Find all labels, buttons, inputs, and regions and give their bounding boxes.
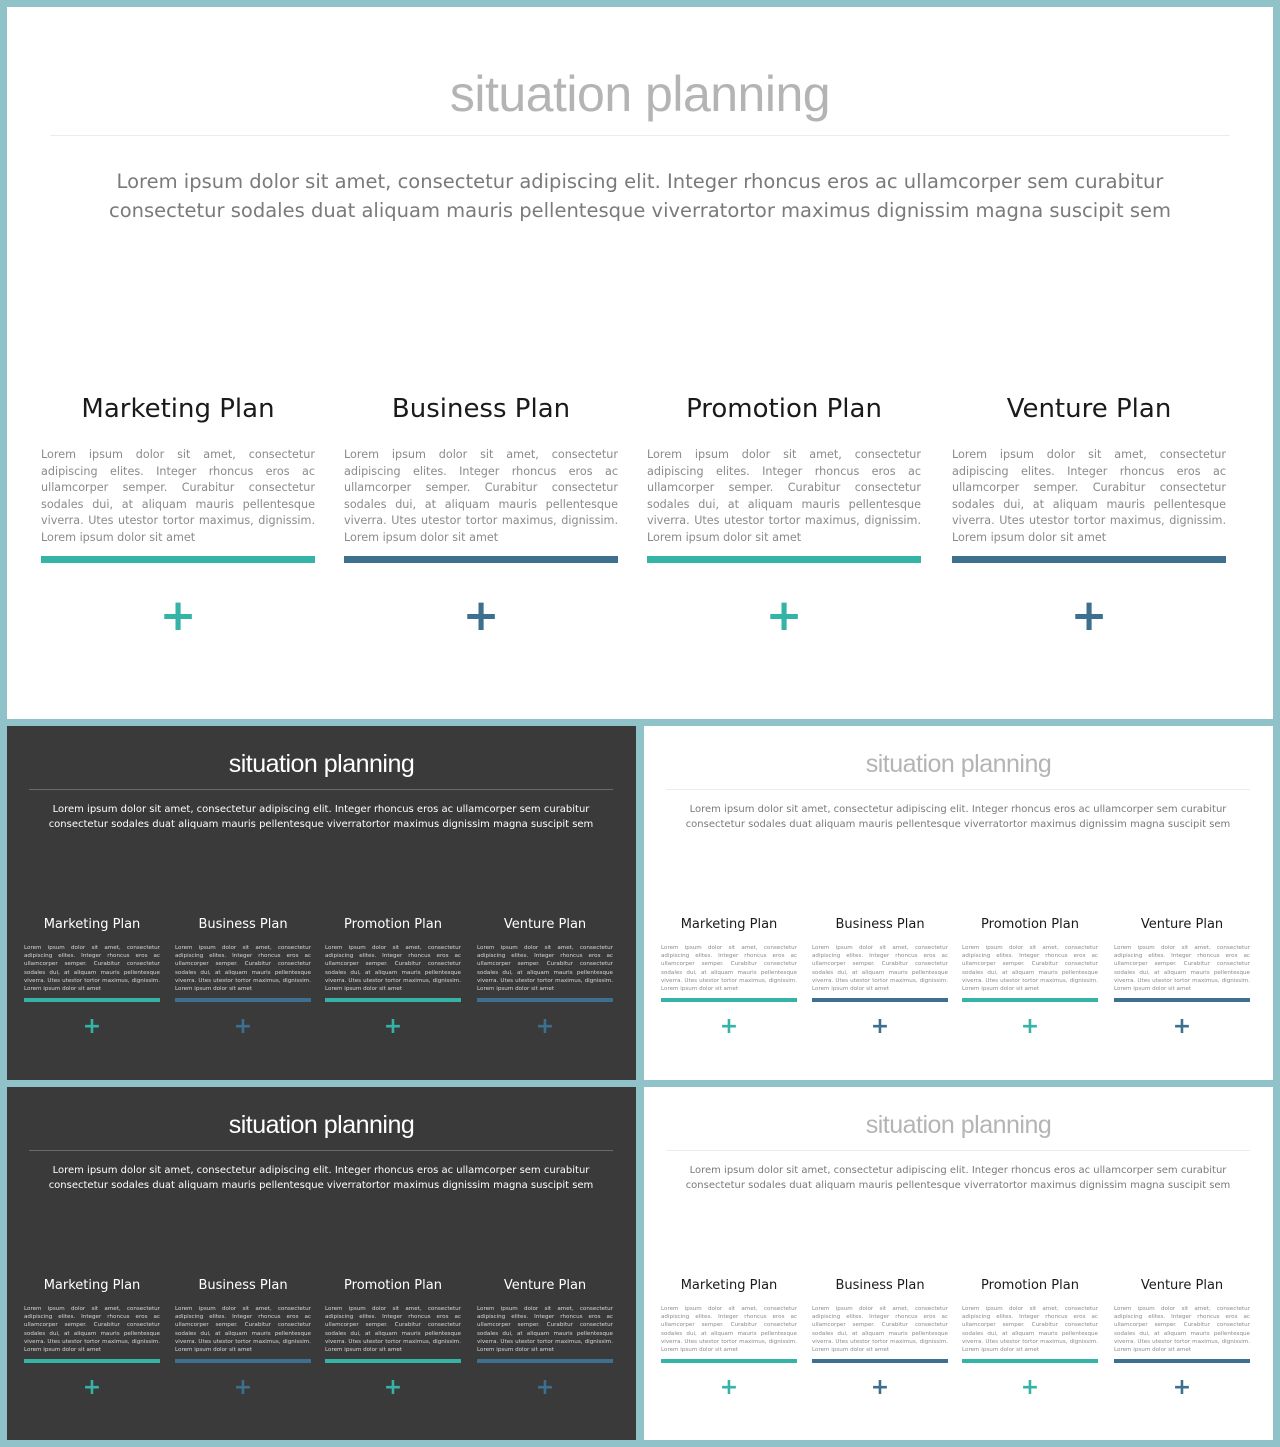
plan-description: Lorem ipsum dolor sit amet, consectetur adipiscing elites. Integer rhoncus eros ac ullamcorper semper. Curabitur consectetur sodales dui, at aliquam mauris pellentesque viverra. Utes utestor tortor maximus, dignissim. Lorem ipsum dolor sit amet [1114, 945, 1250, 993]
plan-column-marketing-plan [661, 1278, 797, 1409]
plan-description: Lorem ipsum dolor sit amet, consectetur adipiscing elites. Integer rhoncus eros ac ullamcorper semper. Curabitur consectetur sodales dui, at aliquam mauris pellentesque viverra. Utes utestor tortor maximus, dignissim. Lorem ipsum dolor sit amet [1114, 1306, 1250, 1354]
plan-title: Promotion Plan [981, 1278, 1079, 1293]
intro-text: Lorem ipsum dolor sit amet, consectetur adipiscing elit. Integer rhoncus eros ac ullamcorper sem curabitur consectetur sodales duat aliquam mauris pellentesque viverratortor maximus dignissim magna suscipit sem [48, 1165, 594, 1191]
accent-bar [175, 1359, 311, 1363]
plan-title: Business Plan [391, 394, 571, 424]
plan-column-marketing-plan [41, 393, 315, 648]
plan-title: Marketing Plan [680, 917, 778, 932]
plus-icon: + [765, 590, 803, 641]
plan-column-business-plan [344, 393, 618, 648]
plus-icon: + [462, 590, 500, 641]
plus-icon: + [1020, 1014, 1040, 1039]
accent-bar [325, 998, 461, 1002]
accent-bar [24, 1359, 160, 1363]
plus-icon: + [1172, 1375, 1192, 1400]
plan-column-venture-plan [477, 917, 613, 1048]
plus-icon: + [82, 1014, 102, 1039]
accent-bar [1114, 1359, 1250, 1363]
intro-text: Lorem ipsum dolor sit amet, consectetur adipiscing elit. Integer rhoncus eros ac ullamcorper sem curabitur consectetur sodales duat aliquam mauris pellentesque viverratortor maximus dignissim magna suscipit sem [685, 1165, 1231, 1191]
plan-description: Lorem ipsum dolor sit amet, consectetur adipiscing elites. Integer rhoncus eros ac ullamcorper semper. Curabitur consectetur sodales dui, at aliquam mauris pellentesque viverra. Utes utestor tortor maximus, dignissim. Lorem ipsum dolor sit amet [661, 1306, 797, 1354]
plan-column-promotion-plan [647, 393, 921, 648]
plan-column-marketing-plan [24, 917, 160, 1048]
plus-icon: + [1020, 1375, 1040, 1400]
accent-bar [661, 998, 797, 1002]
plan-column-business-plan [175, 1278, 311, 1409]
accent-bar [647, 556, 921, 563]
plus-icon: + [159, 590, 197, 641]
slide-thumbnail-dark-1[interactable] [7, 726, 636, 1080]
plan-column-venture-plan [1114, 917, 1250, 1048]
plan-description: Lorem ipsum dolor sit amet, consectetur adipiscing elites. Integer rhoncus eros ac ullamcorper semper. Curabitur consectetur sodales dui, at aliquam mauris pellentesque viverra. Utes utestor tortor maximus, dignissim. Lorem ipsum dolor sit amet [24, 1306, 160, 1354]
plan-title: Marketing Plan [81, 394, 275, 424]
slide-title: situation planning [865, 750, 1052, 778]
plan-title: Business Plan [198, 1278, 288, 1293]
accent-bar [24, 998, 160, 1002]
plan-description: Lorem ipsum dolor sit amet, consectetur adipiscing elites. Integer rhoncus eros ac ullamcorper semper. Curabitur consectetur sodales dui, at aliquam mauris pellentesque viverra. Utes utestor tortor maximus, dignissim. Lorem ipsum dolor sit amet [477, 945, 613, 993]
plan-description: Lorem ipsum dolor sit amet, consectetur adipiscing elites. Integer rhoncus eros ac ullamcorper semper. Curabitur consectetur sodales dui, at aliquam mauris pellentesque viverra. Utes utestor tortor maximus, dignissim. Lorem ipsum dolor sit amet [175, 1306, 311, 1354]
intro-text: Lorem ipsum dolor sit amet, consectetur adipiscing elit. Integer rhoncus eros ac ullamcorper sem curabitur consectetur sodales duat aliquam mauris pellentesque viverratortor maximus dignissim magna suscipit sem [685, 804, 1231, 830]
plan-description: Lorem ipsum dolor sit amet, consectetur adipiscing elites. Integer rhoncus eros ac ullamcorper semper. Curabitur consectetur sodales dui, at aliquam mauris pellentesque viverra. Utes utestor tortor maximus, dignissim. Lorem ipsum dolor sit amet [344, 448, 618, 544]
plan-column-venture-plan [1114, 1278, 1250, 1409]
accent-bar [962, 1359, 1098, 1363]
title-divider [50, 135, 1230, 136]
plan-title: Business Plan [198, 917, 288, 932]
plan-description: Lorem ipsum dolor sit amet, consectetur adipiscing elites. Integer rhoncus eros ac ullamcorper semper. Curabitur consectetur sodales dui, at aliquam mauris pellentesque viverra. Utes utestor tortor maximus, dignissim. Lorem ipsum dolor sit amet [812, 945, 948, 993]
slide-thumbnail-light-2[interactable] [644, 1087, 1273, 1440]
plan-title: Marketing Plan [43, 1278, 141, 1293]
plan-title: Business Plan [835, 1278, 925, 1293]
plan-column-marketing-plan [24, 1278, 160, 1409]
plan-description: Lorem ipsum dolor sit amet, consectetur adipiscing elites. Integer rhoncus eros ac ullamcorper semper. Curabitur consectetur sodales dui, at aliquam mauris pellentesque viverra. Utes utestor tortor maximus, dignissim. Lorem ipsum dolor sit amet [661, 945, 797, 993]
plus-icon: + [535, 1375, 555, 1400]
plus-icon: + [870, 1375, 890, 1400]
accent-bar [477, 1359, 613, 1363]
plus-icon: + [82, 1375, 102, 1400]
plus-icon: + [535, 1014, 555, 1039]
plan-column-marketing-plan [661, 917, 797, 1048]
plan-description: Lorem ipsum dolor sit amet, consectetur adipiscing elites. Integer rhoncus eros ac ullamcorper semper. Curabitur consectetur sodales dui, at aliquam mauris pellentesque viverra. Utes utestor tortor maximus, dignissim. Lorem ipsum dolor sit amet [962, 945, 1098, 993]
accent-bar [1114, 998, 1250, 1002]
accent-bar [812, 1359, 948, 1363]
plan-description: Lorem ipsum dolor sit amet, consectetur adipiscing elites. Integer rhoncus eros ac ullamcorper semper. Curabitur consectetur sodales dui, at aliquam mauris pellentesque viverra. Utes utestor tortor maximus, dignissim. Lorem ipsum dolor sit amet [175, 945, 311, 993]
accent-bar [477, 998, 613, 1002]
plan-column-venture-plan [952, 393, 1226, 648]
plus-icon: + [233, 1375, 253, 1400]
plus-icon: + [233, 1014, 253, 1039]
plan-column-promotion-plan [962, 1278, 1098, 1409]
plan-title: Venture Plan [1140, 1278, 1224, 1293]
plan-description: Lorem ipsum dolor sit amet, consectetur adipiscing elites. Integer rhoncus eros ac ullamcorper semper. Curabitur consectetur sodales dui, at aliquam mauris pellentesque viverra. Utes utestor tortor maximus, dignissim. Lorem ipsum dolor sit amet [325, 945, 461, 993]
plan-column-business-plan [812, 1278, 948, 1409]
plan-title: Venture Plan [1140, 917, 1224, 932]
accent-bar [325, 1359, 461, 1363]
accent-bar [344, 556, 618, 563]
plan-description: Lorem ipsum dolor sit amet, consectetur adipiscing elites. Integer rhoncus eros ac ullamcorper semper. Curabitur consectetur sodales dui, at aliquam mauris pellentesque viverra. Utes utestor tortor maximus, dignissim. Lorem ipsum dolor sit amet [325, 1306, 461, 1354]
accent-bar [41, 556, 315, 563]
plus-icon: + [383, 1014, 403, 1039]
plan-column-business-plan [812, 917, 948, 1048]
title-divider [666, 789, 1250, 790]
plan-description: Lorem ipsum dolor sit amet, consectetur adipiscing elites. Integer rhoncus eros ac ullamcorper semper. Curabitur consectetur sodales dui, at aliquam mauris pellentesque viverra. Utes utestor tortor maximus, dignissim. Lorem ipsum dolor sit amet [647, 448, 921, 544]
slide-title: situation planning [228, 1111, 415, 1139]
title-divider [666, 1150, 1250, 1151]
plan-description: Lorem ipsum dolor sit amet, consectetur adipiscing elites. Integer rhoncus eros ac ullamcorper semper. Curabitur consectetur sodales dui, at aliquam mauris pellentesque viverra. Utes utestor tortor maximus, dignissim. Lorem ipsum dolor sit amet [962, 1306, 1098, 1354]
plan-title: Business Plan [835, 917, 925, 932]
plan-column-promotion-plan [962, 917, 1098, 1048]
slide-thumbnail-dark-2[interactable] [7, 1087, 636, 1440]
plan-title: Venture Plan [503, 1278, 587, 1293]
plan-title: Venture Plan [503, 917, 587, 932]
slide-title: situation planning [228, 750, 415, 778]
plan-title: Venture Plan [1006, 394, 1172, 424]
intro-text: Lorem ipsum dolor sit amet, consectetur adipiscing elit. Integer rhoncus eros ac ullamcorper sem curabitur consectetur sodales duat aliquam mauris pellentesque viverratortor maximus dignissim magna suscipit sem [48, 804, 594, 830]
title-divider [29, 1150, 613, 1151]
slide-title: situation planning [865, 1111, 1052, 1139]
accent-bar [962, 998, 1098, 1002]
plan-column-venture-plan [477, 1278, 613, 1409]
plan-description: Lorem ipsum dolor sit amet, consectetur adipiscing elites. Integer rhoncus eros ac ullamcorper semper. Curabitur consectetur sodales dui, at aliquam mauris pellentesque viverra. Utes utestor tortor maximus, dignissim. Lorem ipsum dolor sit amet [24, 945, 160, 993]
accent-bar [812, 998, 948, 1002]
accent-bar [952, 556, 1226, 563]
plus-icon: + [1070, 590, 1108, 641]
intro-text: Lorem ipsum dolor sit amet, consectetur adipiscing elit. Integer rhoncus eros ac ullamcorper sem curabitur consectetur sodales duat aliquam mauris pellentesque viverratortor maximus dignissim magna suscipit sem [109, 170, 1171, 222]
title-divider [29, 789, 613, 790]
plan-title: Marketing Plan [43, 917, 141, 932]
accent-bar [175, 998, 311, 1002]
slide-title: situation planning [449, 66, 831, 122]
plan-description: Lorem ipsum dolor sit amet, consectetur adipiscing elites. Integer rhoncus eros ac ullamcorper semper. Curabitur consectetur sodales dui, at aliquam mauris pellentesque viverra. Utes utestor tortor maximus, dignissim. Lorem ipsum dolor sit amet [41, 448, 315, 544]
plus-icon: + [383, 1375, 403, 1400]
plan-title: Marketing Plan [680, 1278, 778, 1293]
plan-title: Promotion Plan [344, 1278, 442, 1293]
plan-title: Promotion Plan [344, 917, 442, 932]
plus-icon: + [870, 1014, 890, 1039]
slide-thumbnail-light-1[interactable] [644, 726, 1273, 1080]
plan-column-promotion-plan [325, 1278, 461, 1409]
plus-icon: + [1172, 1014, 1192, 1039]
plan-title: Promotion Plan [686, 394, 882, 424]
plan-column-business-plan [175, 917, 311, 1048]
plus-icon: + [719, 1375, 739, 1400]
plan-description: Lorem ipsum dolor sit amet, consectetur adipiscing elites. Integer rhoncus eros ac ullamcorper semper. Curabitur consectetur sodales dui, at aliquam mauris pellentesque viverra. Utes utestor tortor maximus, dignissim. Lorem ipsum dolor sit amet [952, 448, 1226, 544]
plan-description: Lorem ipsum dolor sit amet, consectetur adipiscing elites. Integer rhoncus eros ac ullamcorper semper. Curabitur consectetur sodales dui, at aliquam mauris pellentesque viverra. Utes utestor tortor maximus, dignissim. Lorem ipsum dolor sit amet [812, 1306, 948, 1354]
plan-column-promotion-plan [325, 917, 461, 1048]
accent-bar [661, 1359, 797, 1363]
slide-main [7, 7, 1273, 719]
plan-description: Lorem ipsum dolor sit amet, consectetur adipiscing elites. Integer rhoncus eros ac ullamcorper semper. Curabitur consectetur sodales dui, at aliquam mauris pellentesque viverra. Utes utestor tortor maximus, dignissim. Lorem ipsum dolor sit amet [477, 1306, 613, 1354]
plus-icon: + [719, 1014, 739, 1039]
plan-title: Promotion Plan [981, 917, 1079, 932]
